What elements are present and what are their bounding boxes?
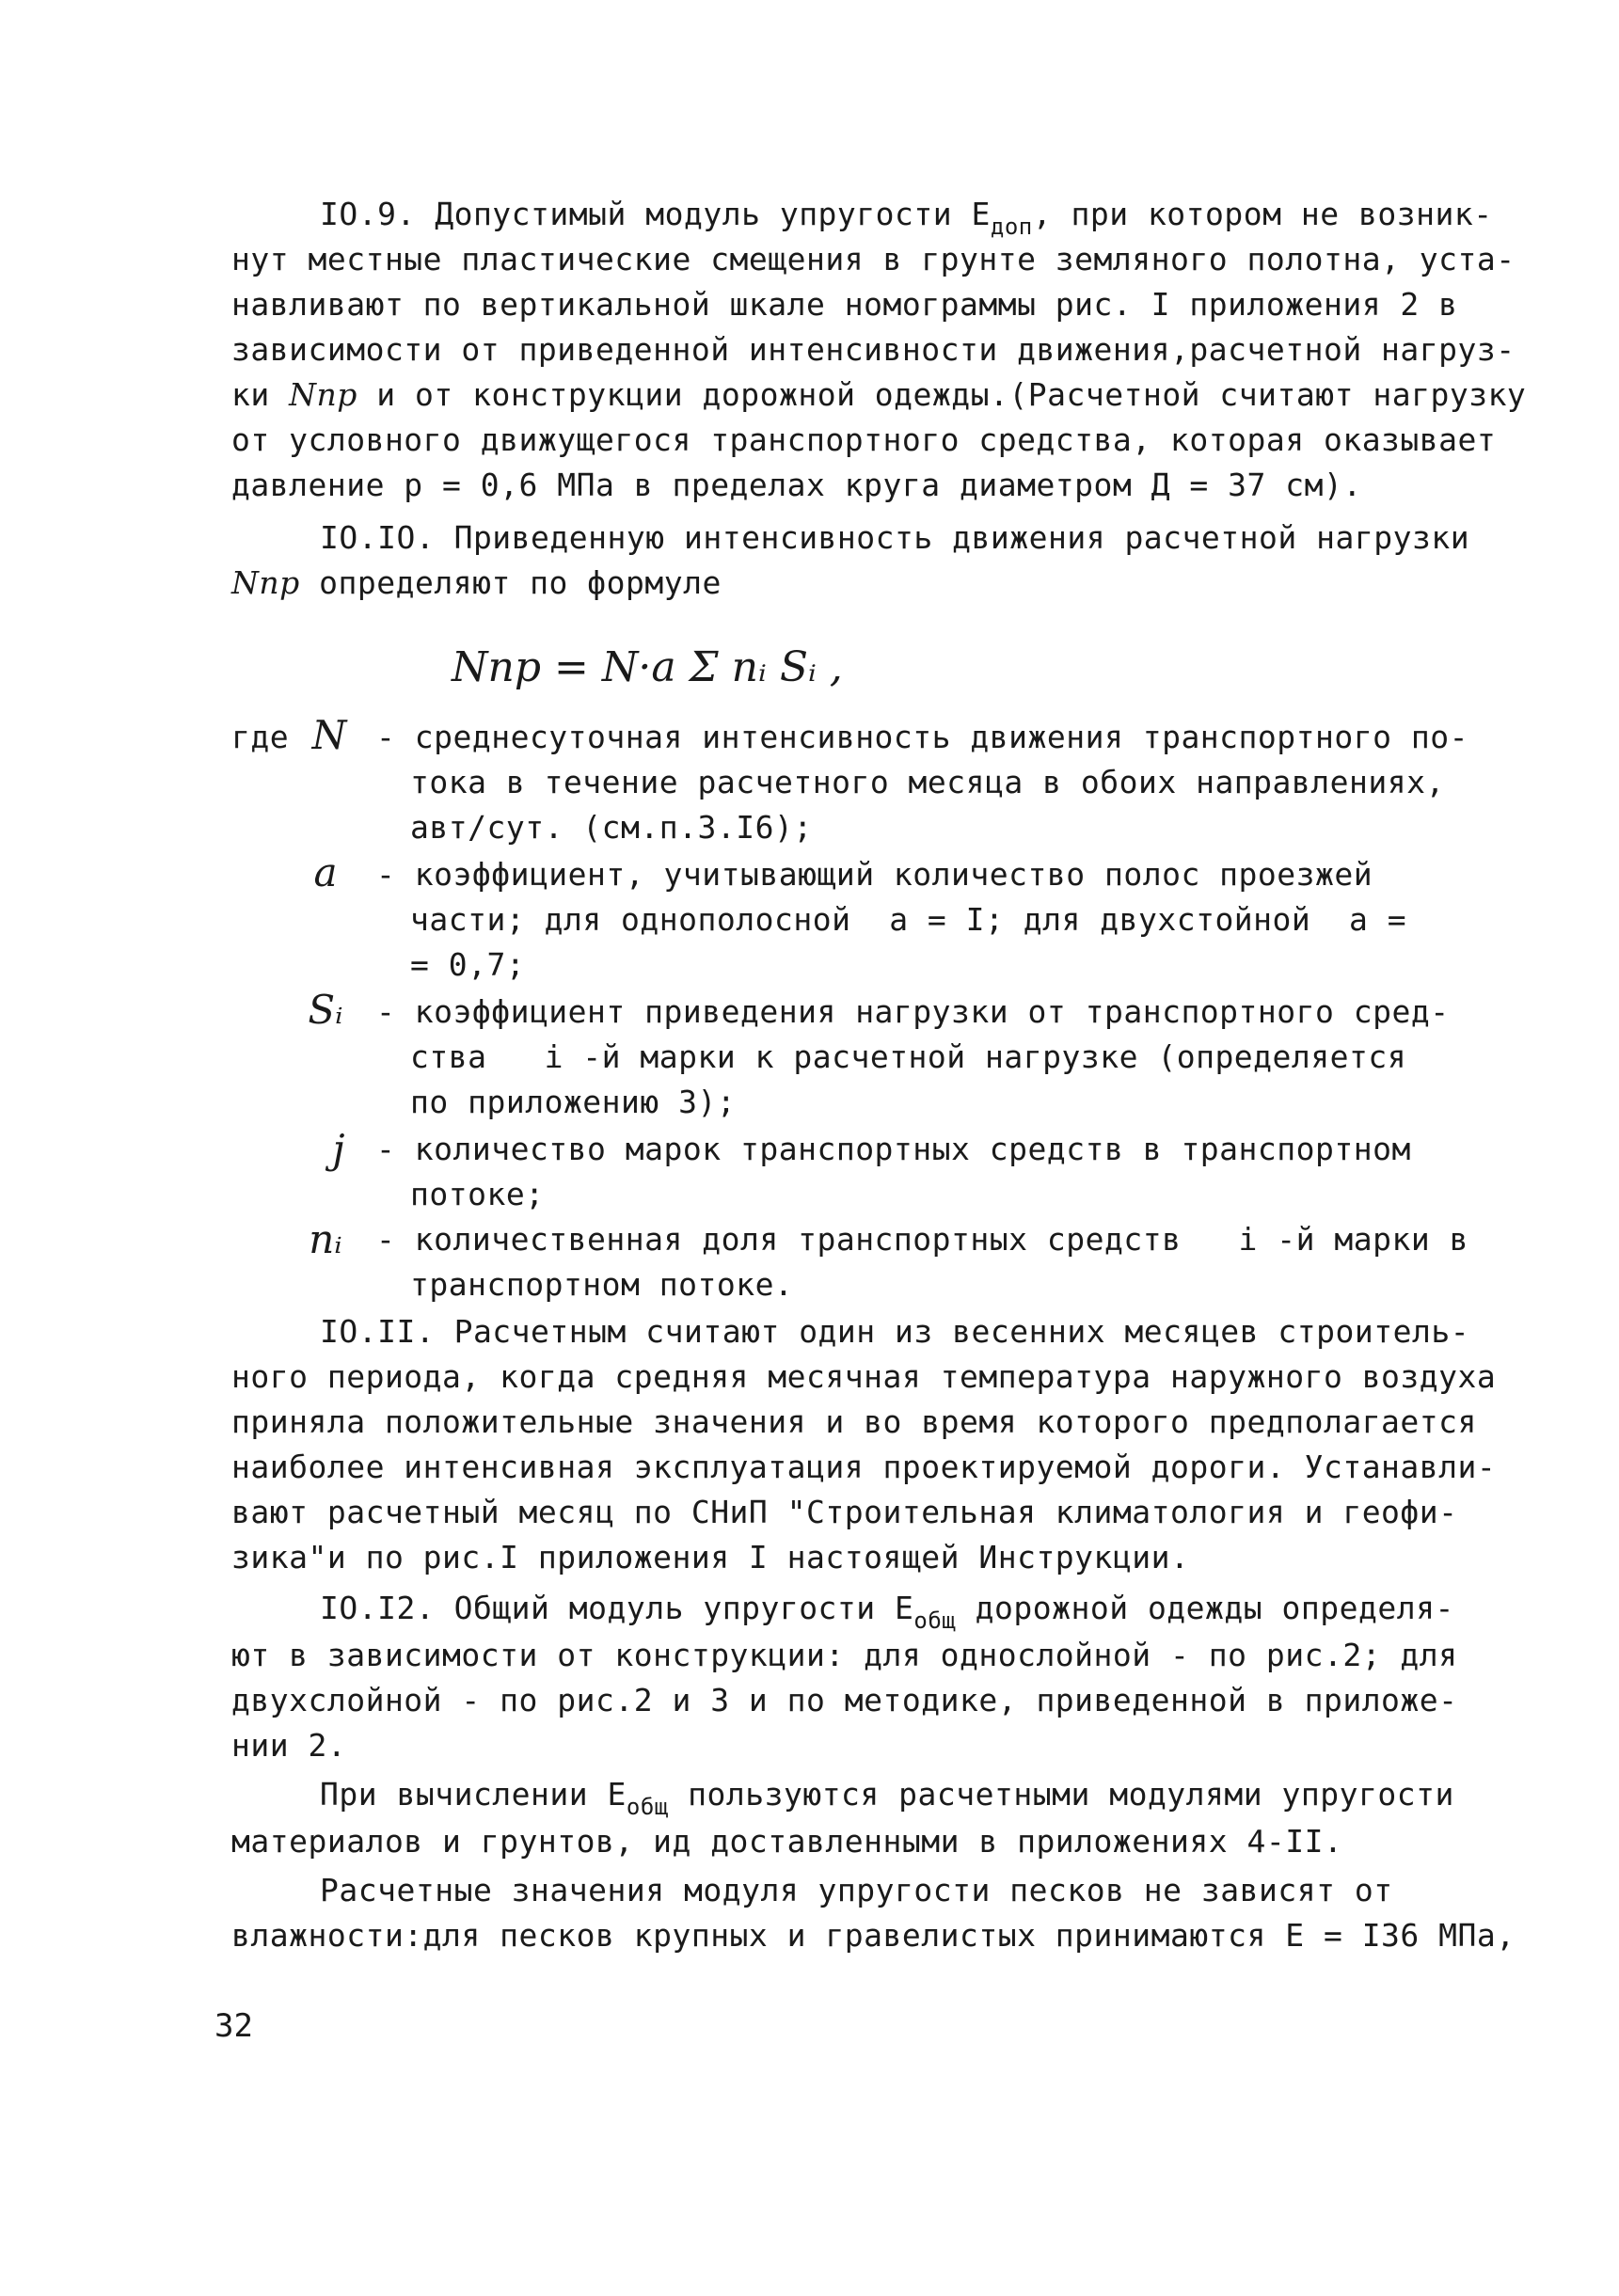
text-line: ют в зависимости от конструкции: для однослойной - по рис.2; для (231, 1637, 1458, 1673)
text-line: тока в течение расчетного месяца в обоих направлениях, (410, 764, 1445, 800)
text-line: - коэффициент приведения нагрузки от транспортного сред- (376, 993, 1450, 1030)
text-line: = 0,7; (410, 946, 526, 983)
formula: Nпр = N·a Σ nᵢ Sᵢ , (452, 643, 843, 691)
text-line: IO.9. Допустимый модуль упругости $E_{доп}$, при котором не возник- (320, 196, 1493, 240)
text-line: двухслойной - по рис.2 и 3 и по методике, приведенной в приложе- (231, 1682, 1458, 1718)
where-label: где (231, 719, 290, 755)
text-line: - количественная доля транспортных средств i -й марки в (376, 1221, 1468, 1258)
text-line: зика"и по рис.I приложения I настоящей Инструкции. (231, 1539, 1190, 1576)
text-line: Расчетные значения модуля упругости песков не зависят от (320, 1872, 1393, 1908)
text-line: вают расчетный месяц по СНиП "Строительная климатология и геофи- (231, 1494, 1458, 1530)
text-line: ного периода, когда средняя месячная температура наружного воздуха (231, 1358, 1497, 1395)
text-line: материалов и грунтов, ид доставленными в приложениях 4-II. (231, 1823, 1343, 1860)
text-line: по приложению 3); (410, 1084, 737, 1120)
text-line: зависимости от приведенной интенсивности движения,расчетной нагруз- (231, 331, 1516, 368)
text-line: авт/сут. (см.п.3.I6); (410, 809, 813, 846)
symbol-N: N (311, 712, 347, 758)
text-line: нии 2. (231, 1727, 347, 1764)
symbol-j: j (332, 1126, 345, 1172)
text-line: Nпр определяют по формуле (231, 564, 722, 601)
page-number: 32 (214, 2007, 253, 2045)
text-line: влажности:для песков крупных и гравелистых принимаются E = I36 МПа, (231, 1917, 1516, 1954)
text-line: - коэффициент, учитывающий количество полос проезжей (376, 856, 1373, 893)
text-line: При вычислении $E_{общ}$ пользуются расчетными модулями упругости (320, 1776, 1454, 1820)
text-line: от условного движущегося транспортного средства, которая оказывает (231, 421, 1497, 458)
symbol-a: a (313, 849, 338, 895)
text-line: - количество марок транспортных средств в транспортном (376, 1131, 1411, 1167)
text-line: транспортном потоке. (410, 1266, 794, 1303)
text-line: - среднесуточная интенсивность движения транспортного по- (376, 719, 1468, 755)
text-line: нут местные пластические смещения в грунте земляного полотна, уста- (231, 241, 1516, 277)
text-line: части; для однополосной a = I; для двухстойной a = (410, 901, 1407, 938)
text-line: IO.II. Расчетным считают один из весенних месяцев строитель- (320, 1313, 1470, 1350)
text-line: ства i -й марки к расчетной нагрузке (определяется (410, 1038, 1407, 1075)
symbol-S: Sᵢ (308, 987, 343, 1033)
text-line: наиболее интенсивная эксплуатация проектируемой дороги. Устанавли- (231, 1449, 1497, 1485)
text-line: потоке; (410, 1176, 545, 1212)
text-line: ки Nпр и от конструкции дорожной одежды.(Расчетной считают нагрузку (231, 376, 1527, 413)
text-line: приняла положительные значения и во время которого предполагается (231, 1403, 1477, 1440)
text-line: навливают по вертикальной шкале номограммы рис. I приложения 2 в (231, 286, 1458, 323)
text-line: IO.I2. Общий модуль упругости $E_{общ}$ дорожной одежды определя- (320, 1590, 1454, 1634)
text-line: давление p = 0,6 МПа в пределах круга диаметром Д = 37 см). (231, 467, 1362, 503)
symbol-n: nᵢ (309, 1216, 342, 1262)
text-line: IO.IO. Приведенную интенсивность движения расчетной нагрузки (320, 519, 1470, 556)
